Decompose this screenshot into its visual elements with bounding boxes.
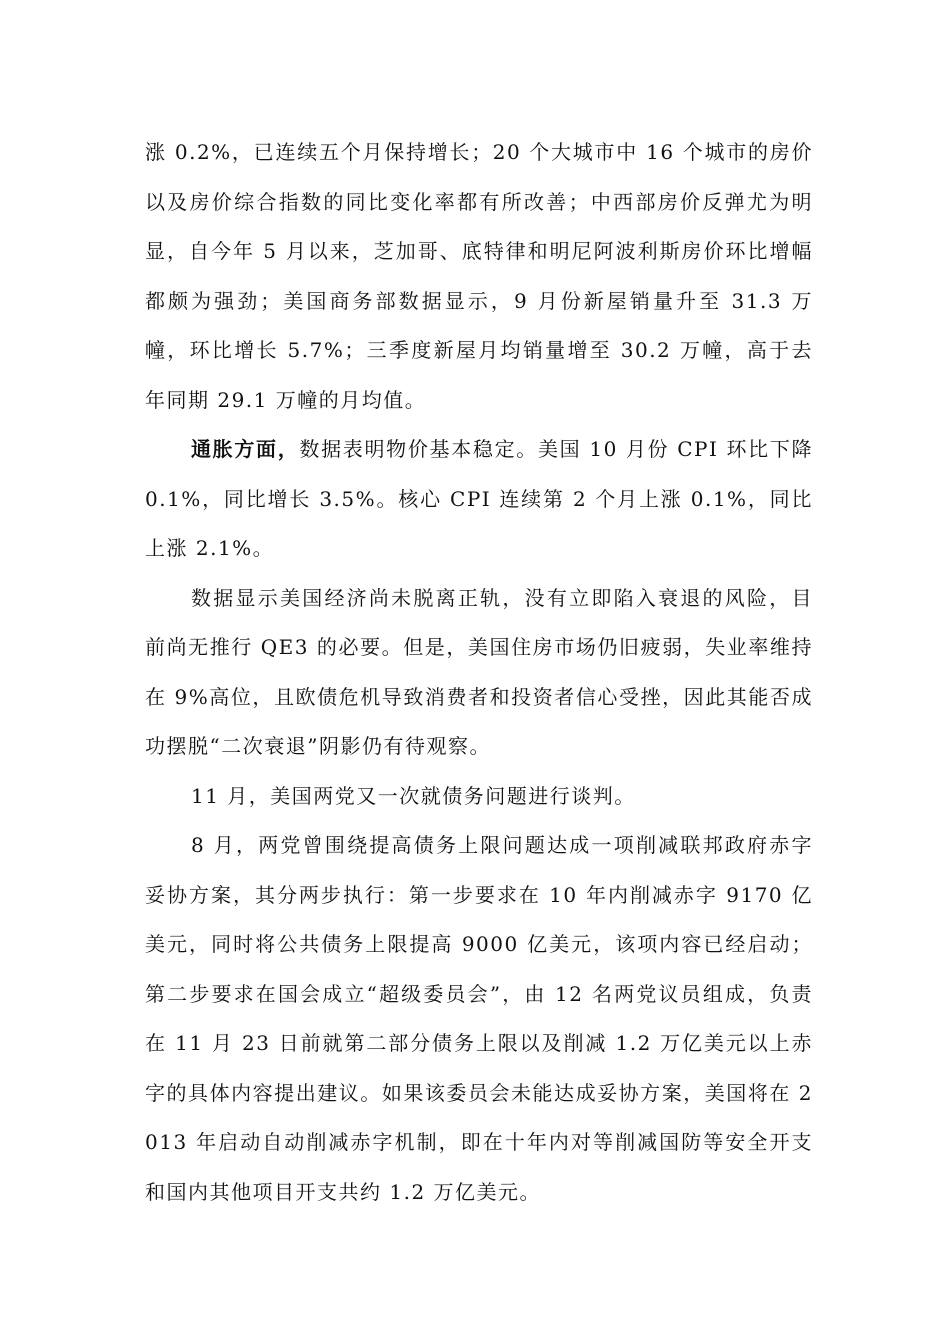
paragraph-economy-outlook: 数据显示美国经济尚未脱离正轨，没有立即陷入衰退的风险，目前尚无推行 QE3 的必要。但是，美国住房市场仍旧疲弱，失业率维持在 9%高位，且欧债危机导致消费者和投资者信心受挫，因此其能否成功摆脱“二次衰退”阴影仍有待观察。 xyxy=(145,585,813,758)
paragraph-debt-deal: 8 月，两党曾围绕提高债务上限问题达成一项削减联邦政府赤字妥协方案，其分两步执行：第一步要求在 10 年内削减赤字 9170 亿美元，同时将公共债务上限提高 9000 亿美元，该项内容已经启动；第二步要求在国会成立“超级委员会”，由 12 名两党议员组成，负责在 11 月 23 日前就第二部分债务上限以及削减 1.2 万亿美元以上赤字的具体内容提出建议。如果该委员会未能达成妥协方案，美国将在 2013 年启动自动削减赤字机制，即在十年内对等削减国防等安全开支和国内其他项目开支共约 1.2 万亿美元。 xyxy=(145,833,813,1204)
document-body xyxy=(145,128,813,1217)
paragraph-housing-continued: 涨 0.2%，已连续五个月保持增长；20 个大城市中 16 个城市的房价以及房价综合指数的同比变化率都有所改善；中西部房价反弹尤为明显，自今年 5 月以来，芝加哥、底特律和明尼阿波利斯房价环比增幅都颇为强劲；美国商务部数据显示，9 月份新屋销量升至 31.3 万幢，环比增长 5.7%；三季度新屋月均销量增至 30.2 万幢，高于去年同期 29.1 万幢的月均值。 xyxy=(145,140,813,412)
paragraph-debt-negotiation: 11 月，美国两党又一次就债务问题进行谈判。 xyxy=(191,783,636,808)
paragraph-inflation xyxy=(145,425,813,574)
paragraph-inflation-text: 数据表明物价基本稳定。美国 10 月份 CPI 环比下降 0.1%，同比增长 3.5%。核心 CPI 连续第 2 个月上涨 0.1%，同比上涨 2.1%。 xyxy=(145,437,813,560)
paragraph-lead-inflation: 通胀方面， xyxy=(191,437,300,461)
